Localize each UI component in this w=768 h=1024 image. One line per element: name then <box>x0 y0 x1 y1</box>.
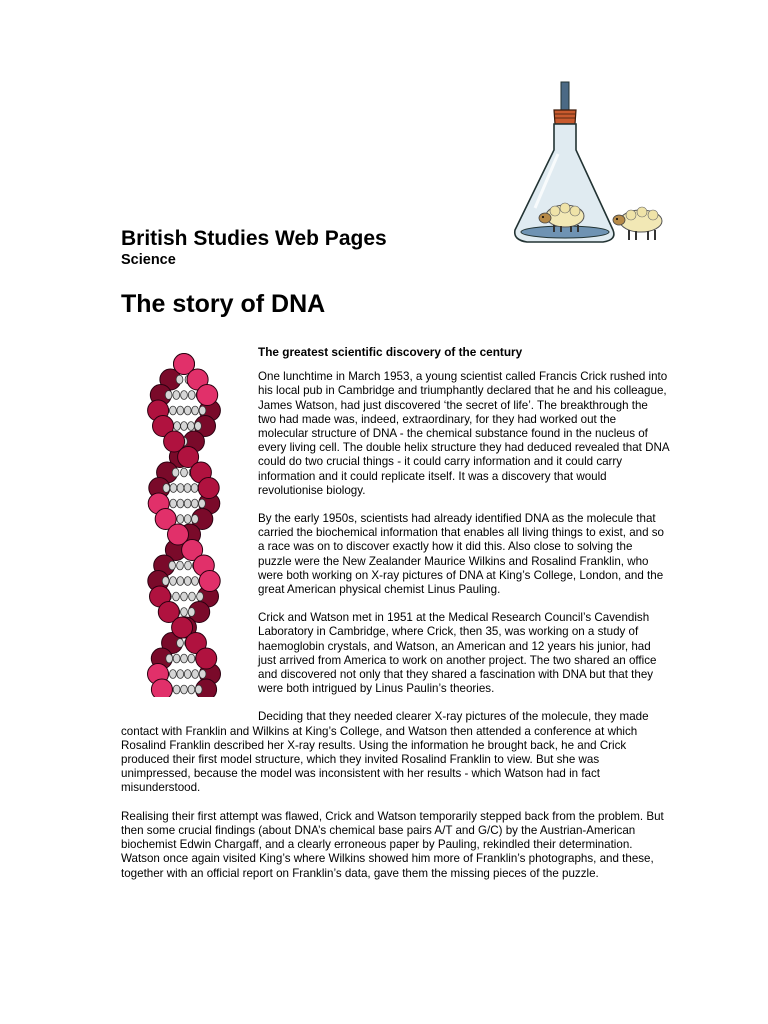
paragraph: Deciding that they needed clearer X-ray pictures of the molecule, they made contact with Franklin and Wilkins at King’s College, and Watson then attended a conference at which Rosalind Franklin described her X-ray results. Using the information he brought back, he and Crick produced their first model structure, which they invited Rosalind Franklin to view. But she was unimpressed, because the model was inconsistent with her results - which Watson had in fact misunderstood. <box>121 710 649 795</box>
helix-spacer <box>121 342 258 724</box>
paragraph: Realising their first attempt was flawed, Crick and Watson temporarily stepped back from the problem. But then some crucial findings (about DNA’s chemical base pairs A/T and G/C) by the Austrian-American biochemist Edwin Chargaff, and a clearly erroneous paper by Pauling, rekindled their determination. Watson once again visited King’s where Wilkins showed him more of Franklin’s photographs, and these, together with an official report on Franklin’s data, gave them the missing pieces of the puzzle. <box>121 809 664 880</box>
article-body <box>121 342 669 895</box>
paragraph: By the early 1950s, scientists had already identified DNA as the molecule that carried the biochemical information that enables all living things to exist, and so a race was on to discover exactly how it did this. Also close to solving the puzzle were the New Zealander Maurice Wilkins and Rosalind Franklin, who were both working on X-ray pictures of DNA at King’s College, London, and the great American physical chemist Linus Pauling. <box>258 512 665 597</box>
article-title: The story of DNA <box>121 290 326 318</box>
paragraph: One lunchtime in March 1953, a young scientist called Francis Crick rushed into his local pub in Cambridge and triumphantly declared that he and his colleague, James Watson, had just discovered ‘the secret of life’. The breakthrough the two had made was, indeed, extraordinary, for they had worked out the molecular structure of DNA - the chemical substance found in the nucleus of every living cell. The double helix structure they had deduced revealed that DNA could do two crucial things - it could carry information and it could carry information and it could replicate itself. It was a discovery that would revolutionise biology. <box>258 370 669 497</box>
paragraph: Crick and Watson met in 1951 at the Medical Research Council’s Cavendish Laboratory in Cambridge, where Crick, then 35, was working on a study of haemoglobin crystals, and Watson, an American and 12 years his junior, had just arrived from America to work on another project. The two shared an office and discovered not only that they shared a fascination with DNA but that they were both intrigued by Linus Paulin’s theories. <box>258 611 657 696</box>
article-subtitle: The greatest scientific discovery of the century <box>258 345 523 359</box>
section-label: Science <box>121 252 176 268</box>
flask-sheep-icon <box>505 80 675 250</box>
site-title: British Studies Web Pages <box>121 227 387 250</box>
